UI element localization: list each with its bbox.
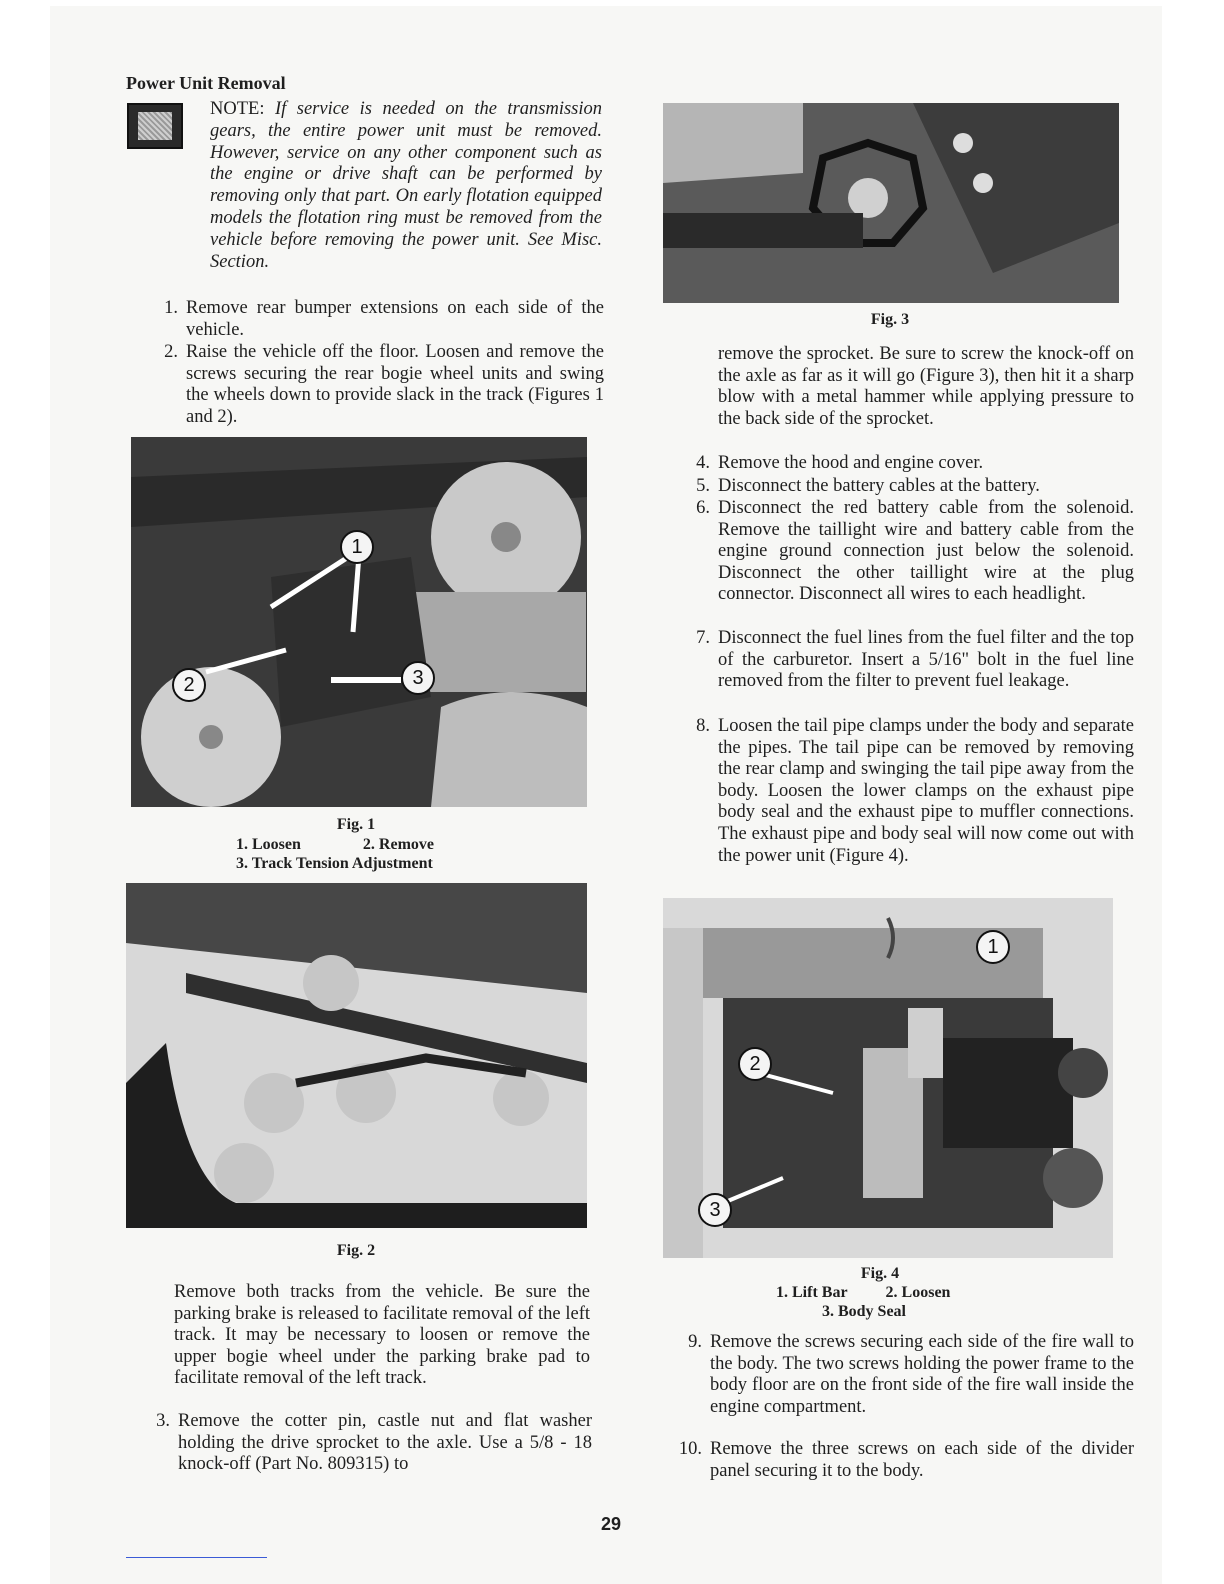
figure-1-caption: Fig. 1 [336,816,376,833]
figure-1-callout-3: 3 [401,661,435,695]
figure-1-legend-line1: 1. Loosen 2. Remove [236,836,434,853]
figure-4-callout-3: 3 [698,1193,732,1227]
figure-4-legend-line2: 3. Body Seal [821,1303,906,1320]
tracks-paragraph: Remove both tracks from the vehicle. Be sure the parking brake is released to facilitate removal of the left track. It may be necessary to loosen or remove the upper bogie wheel under the parking brake pad to facilitate removal of the left track. [174,1282,590,1389]
list-item: 10. Remove the three screws on each side of the divider panel securing it to the body. [678,1439,1134,1481]
list-item: 3. Remove the cotter pin, castle nut and flat washer holding the drive sprocket to the axle. Use a 5/8 - 18 knock-off (Part No. 809315) to [156,1411,592,1475]
figure-1-callout-1: 1 [340,530,374,564]
figure-4-legend-line1: 1. Lift Bar 2. Loosen [776,1284,951,1301]
list-item: 7. Disconnect the fuel lines from the fuel filter and the top of the carburetor. Insert a 5/16" bolt in the fuel line removed from the filter to prevent fuel leakage. [696,628,1134,692]
note-paragraph [210,99,602,273]
step3-continued: remove the sprocket. Be sure to screw the knock-off on the axle as far as it will go (Figure 3), then hit it a sharp blow with a metal hammer while applying pressure to the back side of the sprocket. [718,344,1134,429]
figure-3-photo [663,103,1119,303]
list-item: 4. Remove the hood and engine cover. [696,453,984,473]
list-item: 9. Remove the screws securing each side of the fire wall to the body. The two screws holding the power frame to the body floor are on the front side of the fire wall inside the engine compartment. [688,1332,1134,1417]
figure-2-photo [126,883,587,1228]
list-item: 8. Loosen the tail pipe clamps under the body and separate the pipes. The tail pipe can be removed by removing the rear clamp and swinging the tail pipe away from the body. Loosen the lower clamps on the exhaust pipe body seal and the exhaust pipe to muffler connections. The exhaust pipe and body seal will now come out with the power unit (Figure 4). [696,716,1134,866]
figure-2-caption: Fig. 2 [336,1242,376,1259]
note-body: If service is needed on the transmission gears, the entire power unit must be removed. However, service on any other component such as the engine or drive shaft can be performed by removing only that part. On early flotation equipped models the flotation ring must be removed from the vehicle before removing the power unit. See Misc. Section. [210,99,603,272]
figure-4-callout-1: 1 [976,930,1010,964]
footer-rule [126,1557,267,1558]
page-number: 29 [601,1514,622,1534]
note-icon [127,103,183,149]
list-item: 2. Raise the vehicle off the floor. Loosen and remove the screws securing the rear bogie wheel units and swing the wheels down to provide slack in the track (Figures 1 and 2). [164,342,604,427]
list-item: 1. Remove rear bumper extensions on each side of the vehicle. [164,298,604,340]
figure-4-caption: Fig. 4 [860,1265,900,1282]
figure-1-callout-2: 2 [172,668,206,702]
note-label: NOTE: [210,99,265,119]
list-item: 6. Disconnect the red battery cable from the solenoid. Remove the taillight wire and battery cable from the engine ground connection just below the solenoid. Disconnect the other taillight wire at the plug connector. Disconnect all wires to each headlight. [696,498,1134,605]
section-title: Power Unit Removal [126,73,286,93]
figure-4-callout-2: 2 [738,1047,772,1081]
figure-1-legend-line2: 3. Track Tension Adjustment [236,855,433,872]
figure-3-caption: Fig. 3 [870,311,910,328]
list-item: 5. Disconnect the battery cables at the battery. [696,476,1040,496]
figure-1-photo [131,437,587,807]
